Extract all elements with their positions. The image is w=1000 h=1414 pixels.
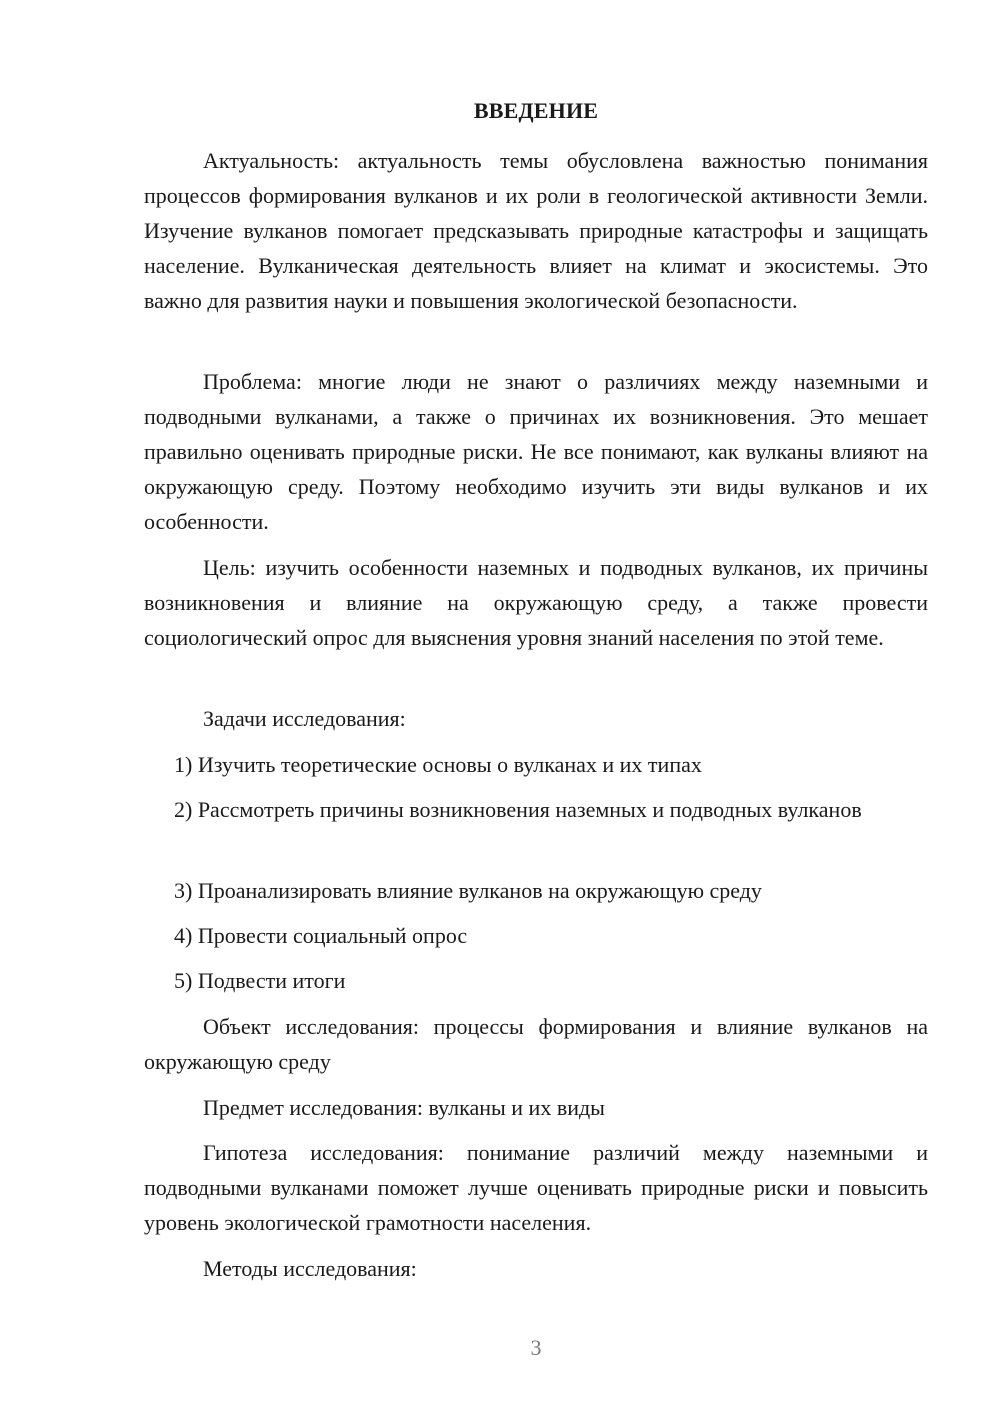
paragraph-tasks-heading: Задачи исследования:	[203, 706, 406, 731]
tasks-heading-block	[144, 701, 928, 736]
relevance-block	[144, 143, 928, 318]
hypothesis-block	[144, 1135, 928, 1240]
problem-block	[144, 364, 928, 539]
task-item: 1) Изучить теоретические основы о вулканах и их типах	[174, 752, 702, 777]
paragraph-problem: Проблема: многие люди не знают о различиях между наземными и подводными вулканами, а также о причинах их возникновения. Это мешает правильно оценивать природные риски. Не все понимают, как вулканы влияют на окружающую среду. Поэтому необходимо изучить эти виды вулканов и их особенности.	[144, 369, 928, 534]
task-block-4	[144, 918, 928, 953]
paragraph-object: Объект исследования: процессы формирования и влияние вулканов на окружающую среду	[144, 1014, 928, 1074]
subject-block	[144, 1090, 928, 1125]
paragraph-methods: Методы исследования:	[203, 1256, 417, 1281]
page-number: 3	[530, 1335, 542, 1360]
task-item: 2) Рассмотреть причины возникновения наземных и подводных вулканов	[174, 797, 862, 822]
task-block-1	[144, 747, 928, 782]
paragraph-subject: Предмет исследования: вулканы и их виды	[203, 1095, 605, 1120]
goal-block	[144, 550, 928, 655]
task-block-3	[144, 873, 928, 908]
paragraph-hypothesis: Гипотеза исследования: понимание различий между наземными и подводными вулканами поможет лучше оценивать природные риски и повысить уровень экологической грамотности населения.	[144, 1140, 928, 1235]
object-block	[144, 1009, 928, 1079]
paragraph-goal: Цель: изучить особенности наземных и подводных вулканов, их причины возникновения и влияние на окружающую среду, а также провести социологический опрос для выяснения уровня знаний населения по этой теме.	[144, 555, 928, 650]
task-block-5	[144, 963, 928, 998]
section-title: ВВЕДЕНИЕ	[473, 98, 599, 123]
task-item: 4) Провести социальный опрос	[174, 923, 468, 948]
paragraph-relevance: Актуальность: актуальность темы обусловлена важностью понимания процессов формирования вулканов и их роли в геологической активности Земли. Изучение вулканов помогает предсказывать природные катастрофы и защищать население. Вулканическая деятельность влияет на климат и экосистемы. Это важно для развития науки и повышения экологической безопасности.	[144, 148, 928, 313]
task-item: 5) Подвести итоги	[174, 968, 346, 993]
task-block-2	[144, 792, 928, 827]
task-item: 3) Проанализировать влияние вулканов на окружающую среду	[174, 878, 762, 903]
methods-block	[144, 1251, 928, 1286]
